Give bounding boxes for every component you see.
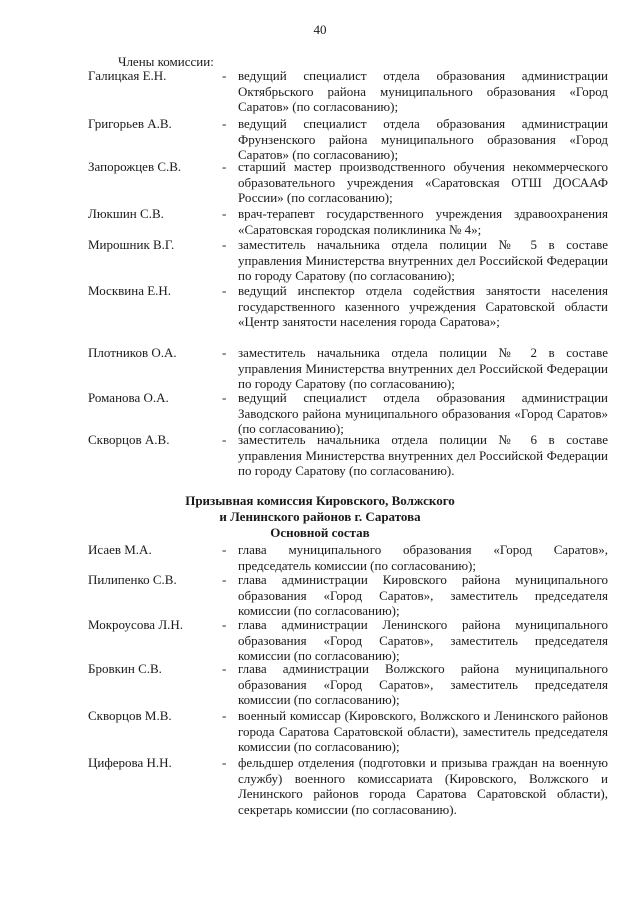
member-dash: - [222,390,227,405]
page-number: 40 [313,22,327,37]
member-name: Люкшин С.В. [88,206,164,221]
member-name: Мирошник В.Г. [88,237,175,252]
member-dash: - [222,572,227,587]
member-dash: - [222,237,227,252]
member-description: заместитель начальника отдела полиции № 2 в составе управления Министерства внутренних дел Российской Федерации по городу Саратову (по согласованию); [238,345,608,391]
member-description: военный комиссар (Кировского, Волжского и Ленинского районов города Саратова Саратовской области), заместитель председателя комиссии (по согласованию); [238,708,608,754]
member-description: ведущий специалист отдела образования администрации Заводского района муниципального образования «Город Саратов» (по согласованию); [238,390,608,436]
member-name: Москвина Е.Н. [88,283,172,298]
member-description: ведущий специалист отдела образования администрации Октябрьского района муниципального образования «Город Саратов» (по согласованию); [238,68,608,114]
member-name: Романова О.А. [88,390,169,405]
member-description: глава администрации Ленинского района муниципального образования «Город Саратов», заместитель председателя комиссии (по согласованию); [238,617,608,663]
member-name: Мокроусова Л.Н. [88,617,184,632]
member-dash: - [222,432,227,447]
member-name: Пилипенко С.В. [88,572,177,587]
member-dash: - [222,708,227,723]
member-dash: - [222,206,227,221]
commission-title-line1: Призывная комиссия Кировского, Волжского [185,493,455,508]
member-name: Циферова Н.Н. [88,755,172,770]
member-description: глава муниципального образования «Город Саратов», председатель комиссии (по согласованию); [238,542,608,573]
member-dash: - [222,755,227,770]
member-description: глава администрации Кировского района муниципального образования «Город Саратов», заместитель председателя комиссии (по согласованию); [238,572,608,618]
member-description: глава администрации Волжского района муниципального образования «Город Саратов», заместитель председателя комиссии (по согласованию); [238,661,608,707]
member-dash: - [222,345,227,360]
commission-subtitle: Основной состав [270,525,370,540]
member-dash: - [222,68,227,83]
commission-title-line2: и Ленинского районов г. Саратова [219,509,421,524]
member-name: Галицкая Е.Н. [88,68,167,83]
member-name: Плотников О.А. [88,345,177,360]
member-name: Бровкин С.В. [88,661,162,676]
member-description: старший мастер производственного обучения некоммерческого образовательного учреждения «Саратовская ОТШ ДОСААФ России» (по согласованию); [238,159,608,205]
members-heading: Члены комиссии: [118,54,214,69]
member-dash: - [222,159,227,174]
member-dash: - [222,283,227,298]
member-name: Скворцов М.В. [88,708,172,723]
member-description: врач-терапевт государственного учреждения здравоохранения «Саратовская городская поликлиника № 4»; [238,206,608,237]
member-description: ведущий инспектор отдела содействия занятости населения государственного казенного учреждения Саратовской области «Центр занятости населения города Саратова»; [238,283,608,329]
member-description: заместитель начальника отдела полиции № 6 в составе управления Министерства внутренних дел Российской Федерации по городу Саратову (по согласованию). [238,432,608,478]
member-name: Исаев М.А. [88,542,152,557]
member-dash: - [222,617,227,632]
member-dash: - [222,542,227,557]
member-name: Скворцов А.В. [88,432,170,447]
member-description: заместитель начальника отдела полиции № 5 в составе управления Министерства внутренних дел Российской Федерации по городу Саратову (по согласованию); [238,237,608,283]
member-dash: - [222,116,227,131]
member-description: фельдшер отделения (подготовки и призыва граждан на военную службу) военного комиссариата (Кировского, Волжского и Ленинского районов города Саратова Саратовской области), секретарь комиссии (по согласованию). [238,755,608,817]
member-dash: - [222,661,227,676]
member-description: ведущий специалист отдела образования администрации Фрунзенского района муниципального образования «Город Саратов» (по согласованию); [238,116,608,162]
member-name: Григорьев А.В. [88,116,172,131]
member-name: Запорожцев С.В. [88,159,182,174]
